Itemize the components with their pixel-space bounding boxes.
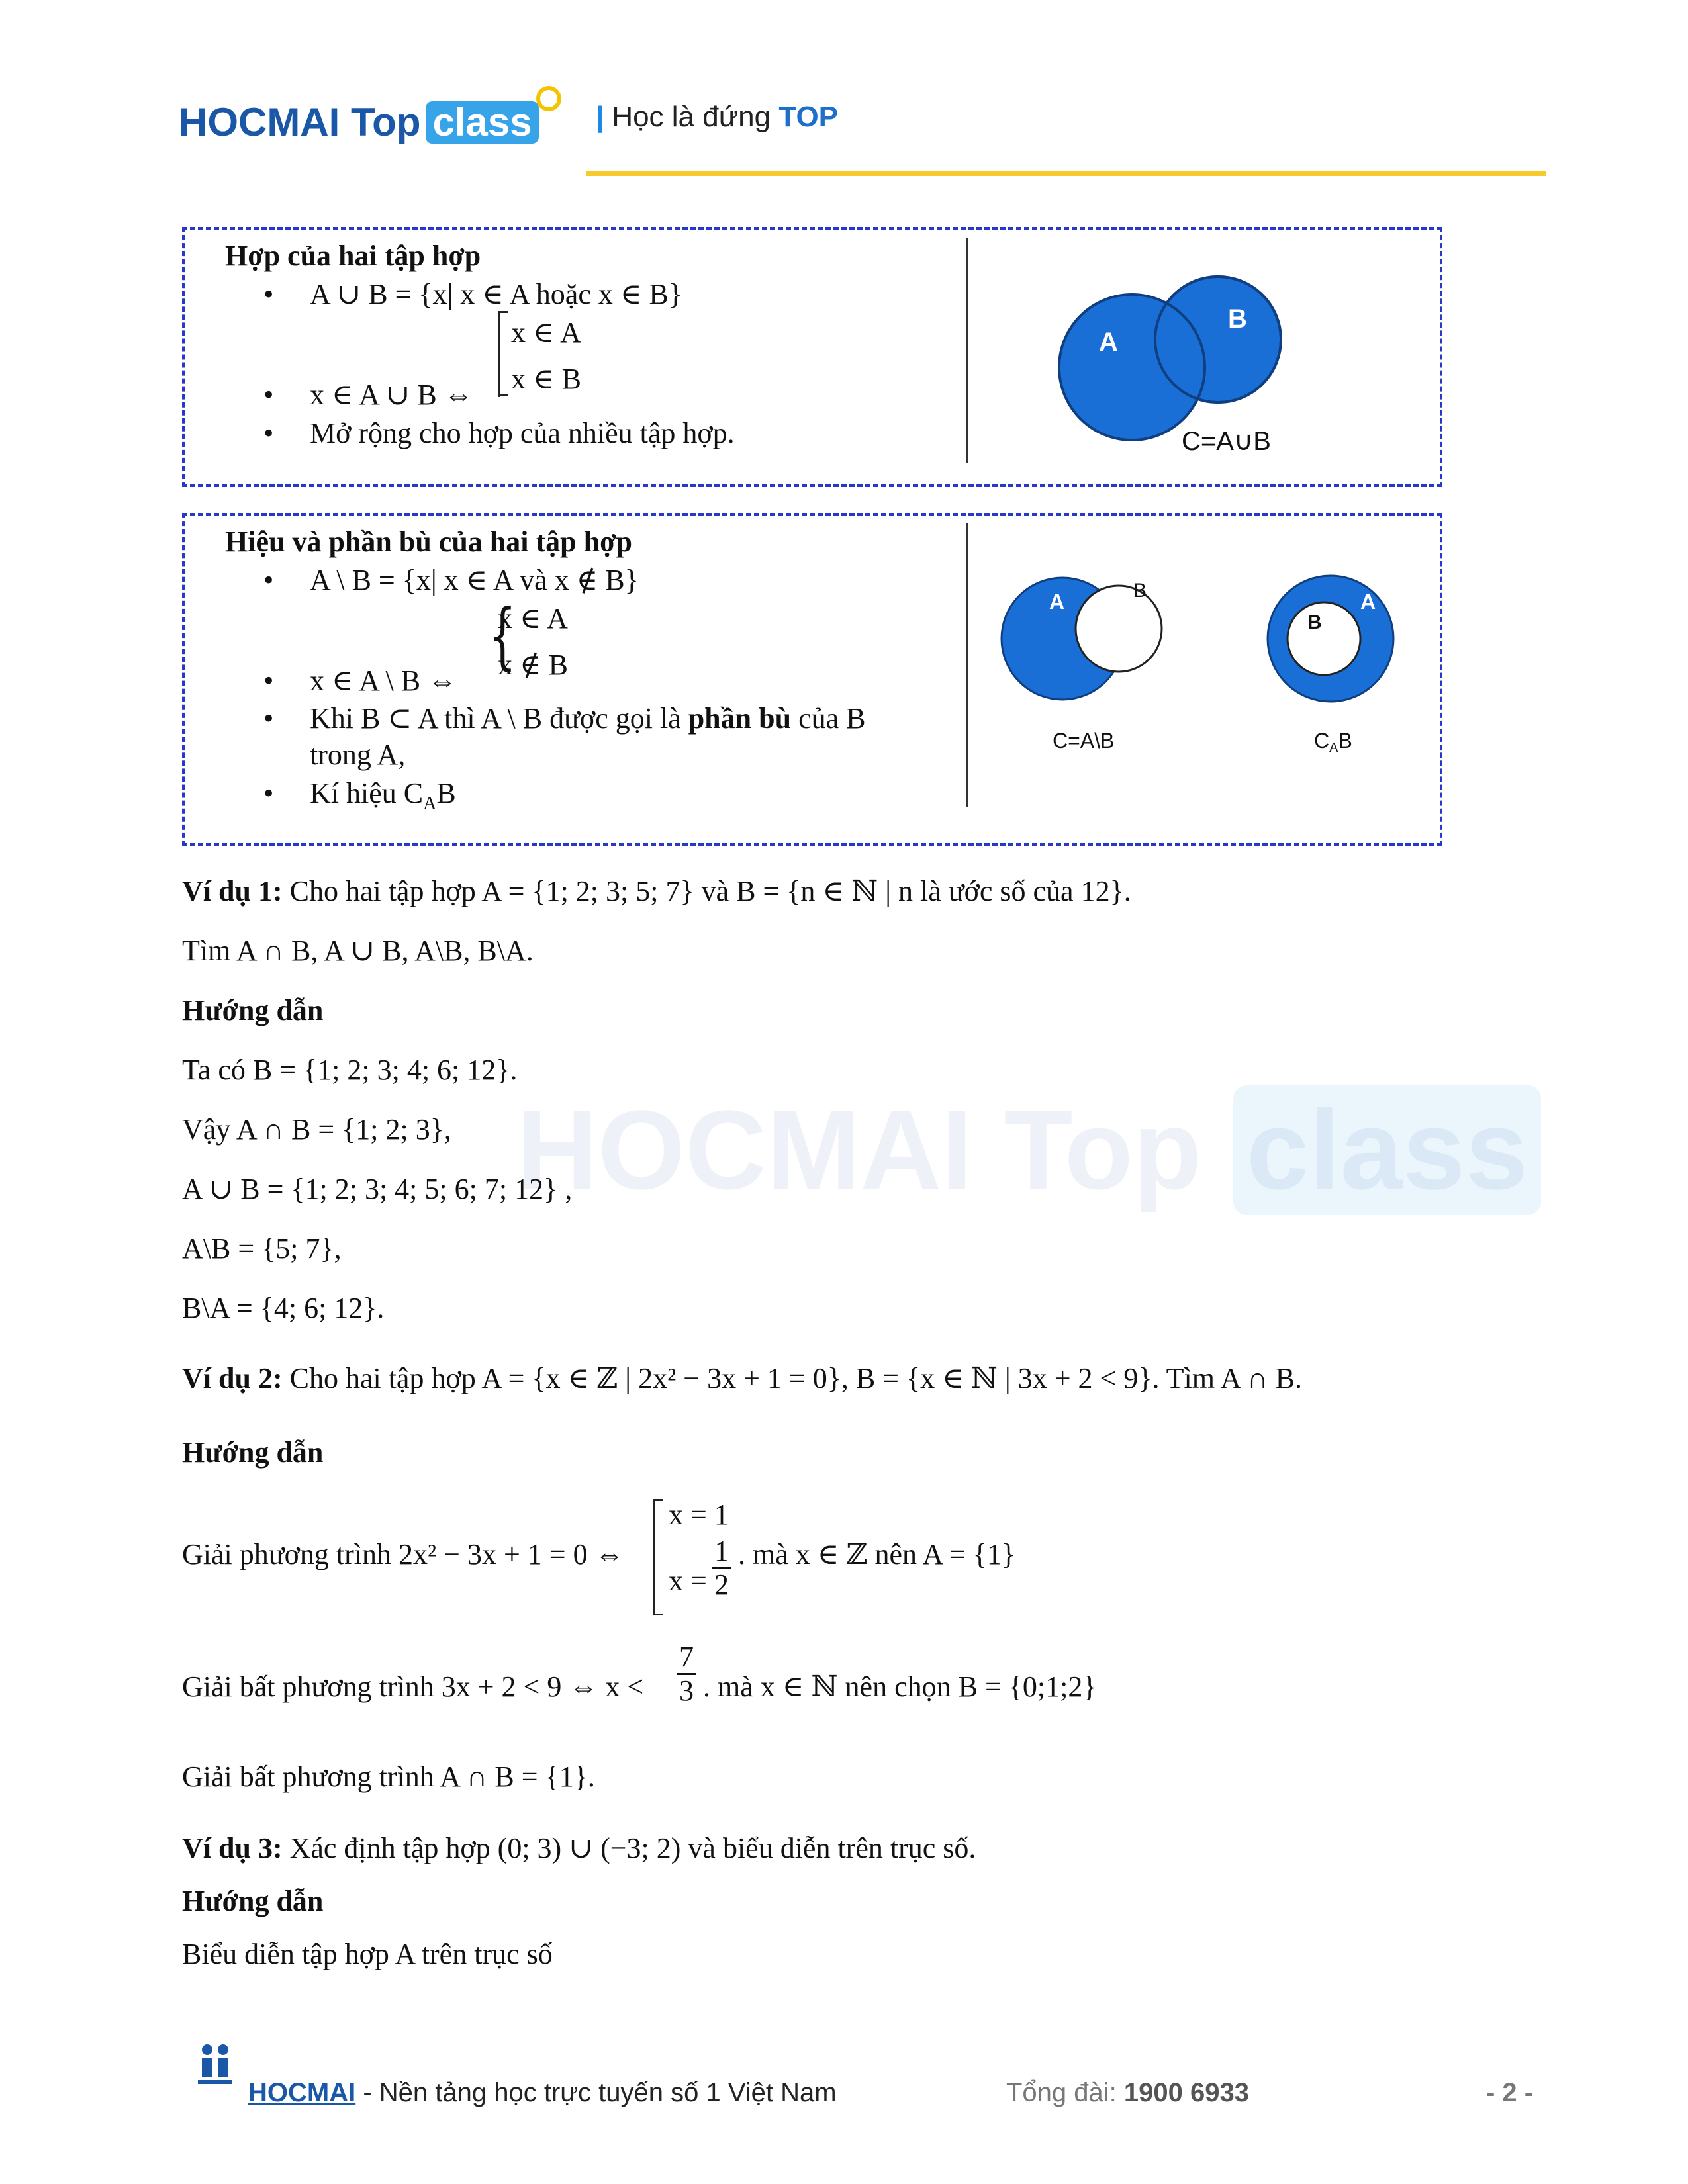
slogan-bar: | xyxy=(596,101,604,133)
example-2-eq2-denominator: 3 xyxy=(679,1674,694,1707)
complement-caption-b: B xyxy=(1338,729,1352,752)
example-1-label: Ví dụ 1: xyxy=(182,875,283,907)
example-3-step-1: Biểu diễn tập hợp A trên trục số xyxy=(182,1938,553,1970)
difference-bullet-3-post: của B xyxy=(791,702,866,735)
union-bullet-2: • x ∈ A ∪ B ⇔ xyxy=(310,376,473,414)
example-1-text: Cho hai tập hợp A = {1; 2; 3; 5; 7} và B = {n ∈ ℕ | n là ước số của 12}. xyxy=(282,875,1131,907)
example-3-label: Ví dụ 3: xyxy=(182,1832,283,1864)
example-2-eq3: Giải bất phương trình A ∩ B = {1}. xyxy=(182,1760,595,1793)
complement-label-b: B xyxy=(1307,612,1322,633)
difference-cond-2: x ∉ B xyxy=(498,649,568,681)
example-1-step-2: Vậy A ∩ B = {1; 2; 3}, xyxy=(182,1113,451,1146)
example-2-eq2-prefix: Giải bất phương trình 3x + 2 < 9 ⇔ x < xyxy=(182,1670,644,1703)
footer-hotline xyxy=(1006,2078,1249,2108)
difference-bullet-4-post: B xyxy=(436,777,456,809)
example-2-eq1-bracket xyxy=(653,1499,663,1615)
logo-brand: HOCMAI xyxy=(179,100,340,144)
union-bullet-1: • A ∪ B = {x| x ∈ A hoặc x ∈ B} xyxy=(310,275,682,314)
footer-tagline: - Nền tảng học trực tuyến số 1 Việt Nam xyxy=(355,2078,837,2107)
union-title: Hợp của hai tập hợp xyxy=(225,240,481,272)
complement-caption xyxy=(1314,729,1352,755)
example-2-eq1-denominator: 2 xyxy=(714,1569,729,1601)
difference-venn-diagram xyxy=(993,556,1192,761)
example-2-eq1-suffix: . mà x ∈ ℤ nên A = {1} xyxy=(738,1538,1015,1570)
watermark-text: HOCMAI Top xyxy=(516,1087,1202,1213)
footer-brand[interactable]: HOCMAI xyxy=(248,2078,356,2107)
union-bracket-foot xyxy=(498,394,508,396)
difference-bullet-3-bold: phần bù xyxy=(688,702,792,735)
union-bracket-top xyxy=(498,311,508,313)
example-1-step-3: A ∪ B = {1; 2; 3; 4; 5; 6; 7; 12} , xyxy=(182,1173,573,1205)
difference-bullet-1: • A \ B = {x| x ∈ A và x ∉ B} xyxy=(310,561,639,600)
example-1-guide: Hướng dẫn xyxy=(182,994,324,1026)
example-2-eq2-numerator: 7 xyxy=(677,1641,696,1675)
example-2-eq2-fraction xyxy=(677,1641,696,1707)
difference-title: Hiệu và phần bù của hai tập hợp xyxy=(225,525,632,558)
difference-bullet-3 xyxy=(310,700,865,738)
example-2-statement xyxy=(182,1359,1302,1398)
venn-caption: C=A∪B xyxy=(1182,427,1271,456)
diff-label-b: B xyxy=(1133,580,1147,602)
slogan-prefix: Học là đứng xyxy=(612,101,771,133)
footer-brand-line xyxy=(248,2078,837,2108)
example-1-question: Tìm A ∩ B, A ∪ B, A\B, B\A. xyxy=(182,934,534,967)
footer-hotline-number: 1900 6933 xyxy=(1123,2078,1249,2107)
difference-bullet-4-pre: Kí hiệu C xyxy=(310,777,424,809)
venn-label-b: B xyxy=(1228,304,1247,334)
example-2-eq1-case-2: x = xyxy=(669,1565,707,1597)
complement-caption-c: C xyxy=(1314,729,1330,752)
footer-page-number: - 2 - xyxy=(1486,2078,1534,2107)
complement-venn-diagram xyxy=(1261,569,1413,761)
difference-bullet-4-sub: A xyxy=(423,793,437,814)
union-bracket xyxy=(498,311,506,397)
diff-label-a: A xyxy=(1049,590,1065,614)
example-3-guide: Hướng dẫn xyxy=(182,1885,324,1917)
watermark xyxy=(516,1085,1541,1215)
diff-circle-b xyxy=(1076,586,1162,672)
venn-circle-a xyxy=(1059,295,1205,440)
example-2-label: Ví dụ 2: xyxy=(182,1362,283,1394)
header-divider xyxy=(586,171,1546,176)
hocmai-topclass-logo xyxy=(179,99,561,145)
example-3-text: Xác định tập hợp (0; 3) ∪ (−3; 2) và biểu diễn trên trục số. xyxy=(282,1832,976,1864)
example-2-eq1-fraction xyxy=(712,1535,731,1601)
example-2-guide: Hướng dẫn xyxy=(182,1436,324,1469)
diff-caption: C=A\B xyxy=(1053,729,1115,752)
difference-brace: { xyxy=(489,593,516,678)
union-box-separator xyxy=(966,238,968,463)
logo-class: class xyxy=(426,101,538,144)
difference-bullet-4 xyxy=(310,774,456,823)
example-1-step-5: B\A = {4; 6; 12}. xyxy=(182,1292,385,1324)
union-venn-diagram xyxy=(1033,261,1324,467)
example-2-eq1-case-1: x = 1 xyxy=(669,1498,729,1531)
hocmai-footer-icon xyxy=(195,2042,235,2088)
watermark-box: class xyxy=(1233,1085,1541,1215)
difference-bullet-3-pre: Khi B ⊂ A thì A \ B được gọi là xyxy=(310,702,688,735)
example-2-text: Cho hai tập hợp A = {x ∈ ℤ | 2x² − 3x + 1 = 0}, B = {x ∈ ℕ | 3x + 2 < 9}. Tìm A ∩ B. xyxy=(282,1362,1303,1394)
complement-caption-sub: A xyxy=(1329,741,1338,755)
complement-label-a: A xyxy=(1360,590,1376,614)
example-1-step-1: Ta có B = {1; 2; 3; 4; 6; 12}. xyxy=(182,1054,518,1086)
example-2-eq1-prefix: Giải phương trình 2x² − 3x + 1 = 0 ⇔ xyxy=(182,1538,624,1570)
example-2-eq1-numerator: 1 xyxy=(712,1535,731,1569)
slogan xyxy=(596,101,838,134)
footer-hotline-label: Tổng đài: xyxy=(1006,2078,1124,2107)
union-bullet-3: • Mở rộng cho hợp của nhiều tập hợp. xyxy=(310,414,735,453)
difference-box-separator xyxy=(966,523,968,807)
example-2-eq2-suffix: . mà x ∈ ℕ nên chọn B = {0;1;2} xyxy=(703,1670,1097,1703)
union-cond-2: x ∈ B xyxy=(511,363,581,395)
sun-icon xyxy=(536,86,561,111)
example-1-step-4: A\B = {5; 7}, xyxy=(182,1232,342,1265)
example-3-statement xyxy=(182,1829,976,1868)
difference-bullet-2: • x ∈ A \ B ⇔ xyxy=(310,662,457,700)
difference-cond-1: x ∈ A xyxy=(498,602,568,635)
example-1-statement xyxy=(182,872,1131,911)
difference-bullet-3-line2: trong A, xyxy=(310,739,406,771)
slogan-top: TOP xyxy=(778,101,839,133)
complement-circle-b xyxy=(1288,602,1360,675)
logo-top: Top xyxy=(350,100,421,144)
venn-label-a: A xyxy=(1099,328,1118,357)
union-cond-1: x ∈ A xyxy=(511,316,581,349)
